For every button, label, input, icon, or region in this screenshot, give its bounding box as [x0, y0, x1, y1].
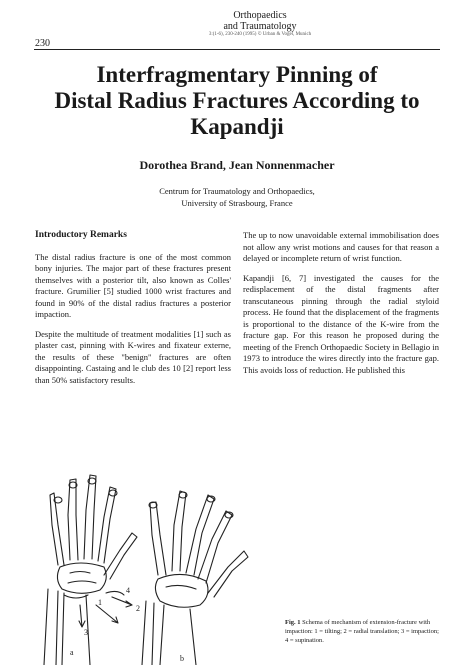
finger-bone [68, 479, 78, 560]
figure-label: 1 [98, 598, 102, 607]
page-header [0, 0, 474, 62]
figure-wrist-schema [40, 455, 280, 665]
figure-caption [285, 618, 440, 645]
radius-bone [160, 605, 196, 665]
figure-label: 4 [126, 586, 130, 595]
paragraph: The distal radius fracture is one of the most common bony injuries. The major part of these fractures present themselves with a posterior tilt, also known as Colles' fracture. Grumilier [5] studied 1000 wrist fractures and found in 90% of the distal radius fractures a posterior impaction. [35, 251, 231, 319]
journal-title [150, 10, 370, 38]
finger-bone [172, 491, 186, 571]
affiliation-line2: University of Strasbourg, France [181, 198, 293, 208]
right-column [243, 230, 439, 384]
title-line3: Kapandji [190, 114, 284, 139]
figure-caption-text: Schema of mechanism of extension-fracture with impaction: 1 = tilting; 2 = radial translation; 3 = impaction; 4 = supination. [285, 619, 439, 644]
finger-bone [98, 487, 116, 563]
journal-title-line2: and Traumatology [223, 21, 297, 32]
title-line2: Distal Radius Fractures According to [54, 88, 420, 113]
figure-label: 3 [84, 628, 88, 637]
authors: Dorothea Brand, Jean Nonnenmacher [139, 158, 335, 172]
arrow-icon [79, 605, 85, 627]
article-title [40, 62, 434, 140]
affiliation [40, 185, 434, 209]
page-number: 230 [35, 38, 50, 49]
title-line1: Interfragmentary Pinning of [96, 62, 378, 87]
figure-caption-label: Fig. 1 [285, 619, 301, 626]
figure-label: 2 [136, 604, 140, 613]
carpal-bones [155, 574, 208, 607]
arrow-icon [106, 591, 124, 595]
paragraph: Kapandji [6, 7] investigated the causes for the redisplacement of the distal fragments after transcutaneous pinning through the radial styloid process. He found that the displacement of the fragments is proportional to the distance of the K-wire from the fracture gap. For this reason he proposed during the meeting of the French Orthopaedic Society in Bellagio in 1973 to introduce the wires directly into the fracture gap. This avoids loss of reduction. He published this [243, 272, 439, 375]
ulna-bone [44, 589, 58, 665]
paragraph: Despite the multitude of treatment modalities [1] such as plaster cast, pinning with K-wires and fixateur externe, the results of these "benign" fractures are often disappointing. Castaing and le club des 10 [2] report less than 50% satisfactory results. [35, 328, 231, 385]
journal-title-line1: Orthopaedics [233, 10, 287, 21]
arrow-icon [112, 597, 132, 607]
section-heading: Introductory Remarks [35, 230, 127, 240]
finger-bone [50, 493, 64, 565]
arrow-icon [96, 605, 118, 623]
thumb-bone [104, 533, 137, 579]
affiliation-line1: Centrum for Traumatology and Orthopaedics, [159, 186, 315, 196]
header-rule [34, 49, 440, 50]
figure-label: a [70, 648, 74, 657]
paragraph: The up to now unavoidable external immobilisation does not allow any wrist motions and causes for that reason a delayed or incomplete return of wrist function. [243, 230, 439, 263]
figure-label: b [180, 654, 184, 663]
finger-bone [84, 475, 96, 559]
left-column [35, 230, 231, 394]
wrist-bones-drawing [40, 455, 280, 665]
ulna-bone [142, 601, 154, 665]
carpal-bones [57, 563, 106, 593]
journal-citation: 3:(1-6), 230-240 (1995) © Urban & Vogel, Munich [208, 32, 312, 37]
finger-bone [186, 495, 214, 575]
finger-bone [150, 502, 166, 575]
finger-bone [198, 511, 232, 583]
